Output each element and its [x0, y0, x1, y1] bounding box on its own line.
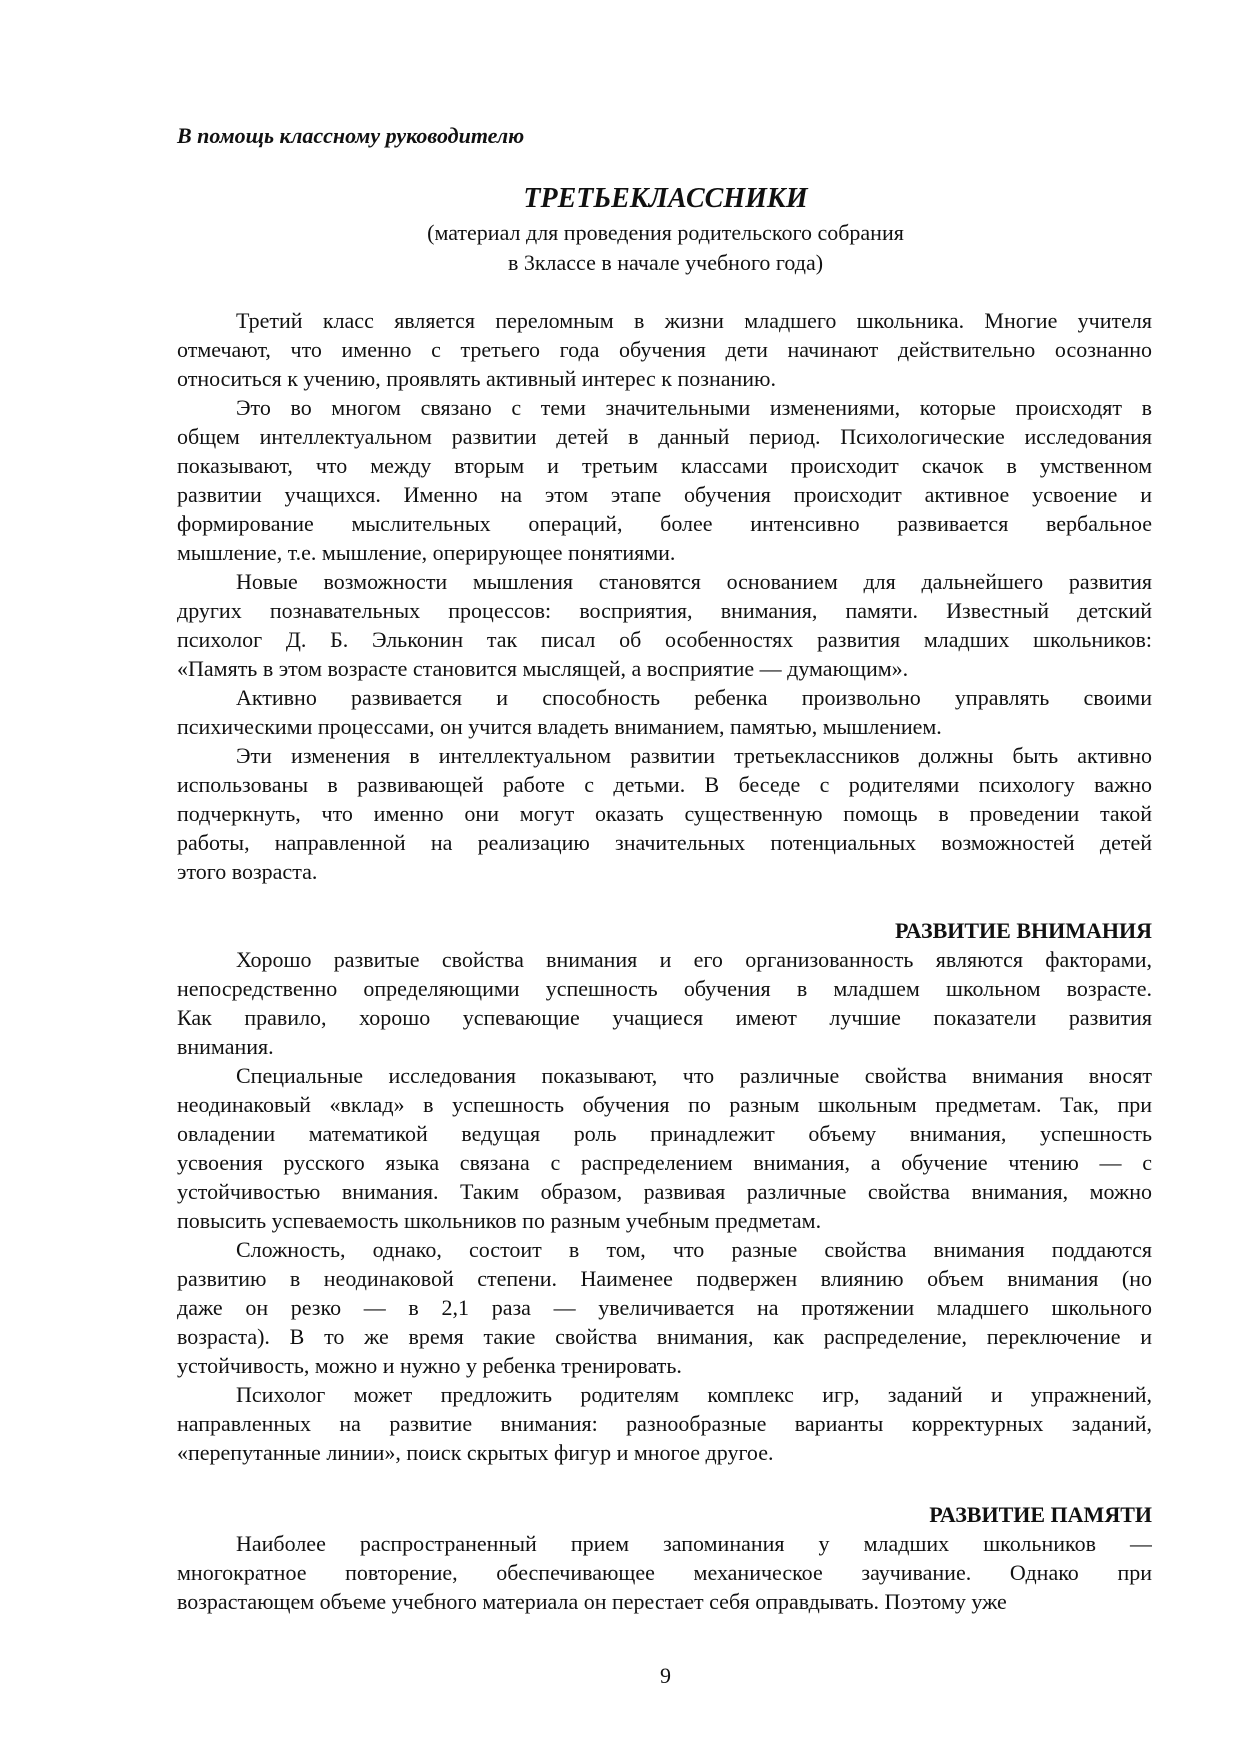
text-line: Как правило, хорошо успевающие учащиеся имеют лучшие показатели развития: [177, 1005, 1152, 1030]
text-line: непосредственно определяющими успешность обучения в младшем школьном возрасте.: [177, 976, 1152, 1001]
text-line: многократное повторение, обеспечивающее механическое заучивание. Однако при: [177, 1560, 1152, 1585]
text-line: внимания.: [177, 1034, 274, 1059]
text-line: подчеркнуть, что именно они могут оказать существенную помощь в проведении такой: [177, 801, 1152, 826]
text-line: Эти изменения в интеллектуальном развитии третьеклассников должны быть активно: [236, 743, 1152, 768]
text-line: мышление, т.е. мышление, оперирующее понятиями.: [177, 540, 676, 565]
text-line: Это во многом связано с теми значительными изменениями, которые происходят в: [236, 395, 1152, 420]
text-line: возраста). В то же время такие свойства внимания, как распределение, переключение и: [177, 1324, 1152, 1349]
text-line: психолог Д. Б. Эльконин так писал об особенностях развития младших школьников:: [177, 627, 1152, 652]
text-line: Сложность, однако, состоит в том, что разные свойства внимания поддаются: [236, 1237, 1152, 1262]
text-line: Активно развивается и способность ребенка произвольно управлять своими: [236, 685, 1152, 710]
text-line: Психолог может предложить родителям комплекс игр, заданий и упражнений,: [236, 1382, 1152, 1407]
section-heading-memory: РАЗВИТИЕ ПАМЯТИ: [929, 1502, 1152, 1527]
section-heading-attention: РАЗВИТИЕ ВНИМАНИЯ: [895, 918, 1152, 943]
text-line: Новые возможности мышления становятся основанием для дальнейшего развития: [236, 569, 1152, 594]
text-line: других познавательных процессов: восприятия, внимания, памяти. Известный детский: [177, 598, 1152, 623]
text-line: устойчивостью внимания. Таким образом, развивая различные свойства внимания, можно: [177, 1179, 1152, 1204]
text-line: «Память в этом возрасте становится мыслящей, а восприятие — думающим».: [177, 656, 909, 681]
memory-body: [177, 1529, 1152, 1616]
subtitle-line: в 3классе в начале учебного года): [507, 250, 824, 275]
page-number: 9: [660, 1663, 671, 1688]
text-line: относиться к учению, проявлять активный интерес к познанию.: [177, 366, 776, 391]
intro-body: [177, 306, 1152, 886]
text-line: работы, направленной на реализацию значительных потенциальных возможностей детей: [177, 830, 1152, 855]
text-line: отмечают, что именно с третьего года обучения дети начинают действительно осознанно: [177, 337, 1152, 362]
text-line: общем интеллектуальном развитии детей в данный период. Психологические исследования: [177, 424, 1152, 449]
text-line: психическими процессами, он учится владеть вниманием, памятью, мышлением.: [177, 714, 942, 739]
text-line: развитию в неодинаковой степени. Наименее подвержен влиянию объем внимания (но: [177, 1266, 1152, 1291]
text-line: устойчивость, можно и нужно у ребенка тренировать.: [177, 1353, 682, 1378]
text-line: повысить успеваемость школьников по разным учебным предметам.: [177, 1208, 822, 1233]
text-line: овладении математикой ведущая роль принадлежит объему внимания, успешность: [177, 1121, 1152, 1146]
text-line: Третий класс является переломным в жизни младшего школьника. Многие учителя: [236, 308, 1152, 333]
subtitle-line: (материал для проведения родительского собрания: [427, 220, 904, 245]
text-line: этого возраста.: [177, 859, 318, 884]
text-line: неодинаковый «вклад» в успешность обучения по разным школьным предметам. Так, при: [177, 1092, 1152, 1117]
text-line: формирование мыслительных операций, более интенсивно развивается вербальное: [177, 511, 1152, 536]
text-line: возрастающем объеме учебного материала он перестает себя оправдывать. Поэтому уже: [177, 1589, 1007, 1614]
running-header: В помощь классному руководителю: [177, 123, 525, 148]
article-subtitle: [0, 218, 1241, 278]
text-line: «перепутанные линии», поиск скрытых фигур и многое другое.: [177, 1440, 774, 1465]
text-line: даже он резко — в 2,1 раза — увеличивается на протяжении младшего школьного: [177, 1295, 1152, 1320]
article-title: ТРЕТЬЕКЛАССНИКИ: [523, 183, 808, 214]
text-line: направленных на развитие внимания: разнообразные варианты корректурных заданий,: [177, 1411, 1152, 1436]
text-line: Хорошо развитые свойства внимания и его организованность являются факторами,: [236, 947, 1152, 972]
text-line: усвоения русского языка связана с распределением внимания, а обучение чтению — с: [177, 1150, 1152, 1175]
text-line: показывают, что между вторым и третьим классами происходит скачок в умственном: [177, 453, 1152, 478]
text-line: Специальные исследования показывают, что различные свойства внимания вносят: [236, 1063, 1152, 1088]
text-line: использованы в развивающей работе с детьми. В беседе с родителями психологу важно: [177, 772, 1152, 797]
text-line: Наиболее распространенный прием запоминания у младших школьников —: [236, 1531, 1152, 1556]
attention-body: [177, 945, 1152, 1467]
text-line: развитии учащихся. Именно на этом этапе обучения происходит активное усвоение и: [177, 482, 1152, 507]
